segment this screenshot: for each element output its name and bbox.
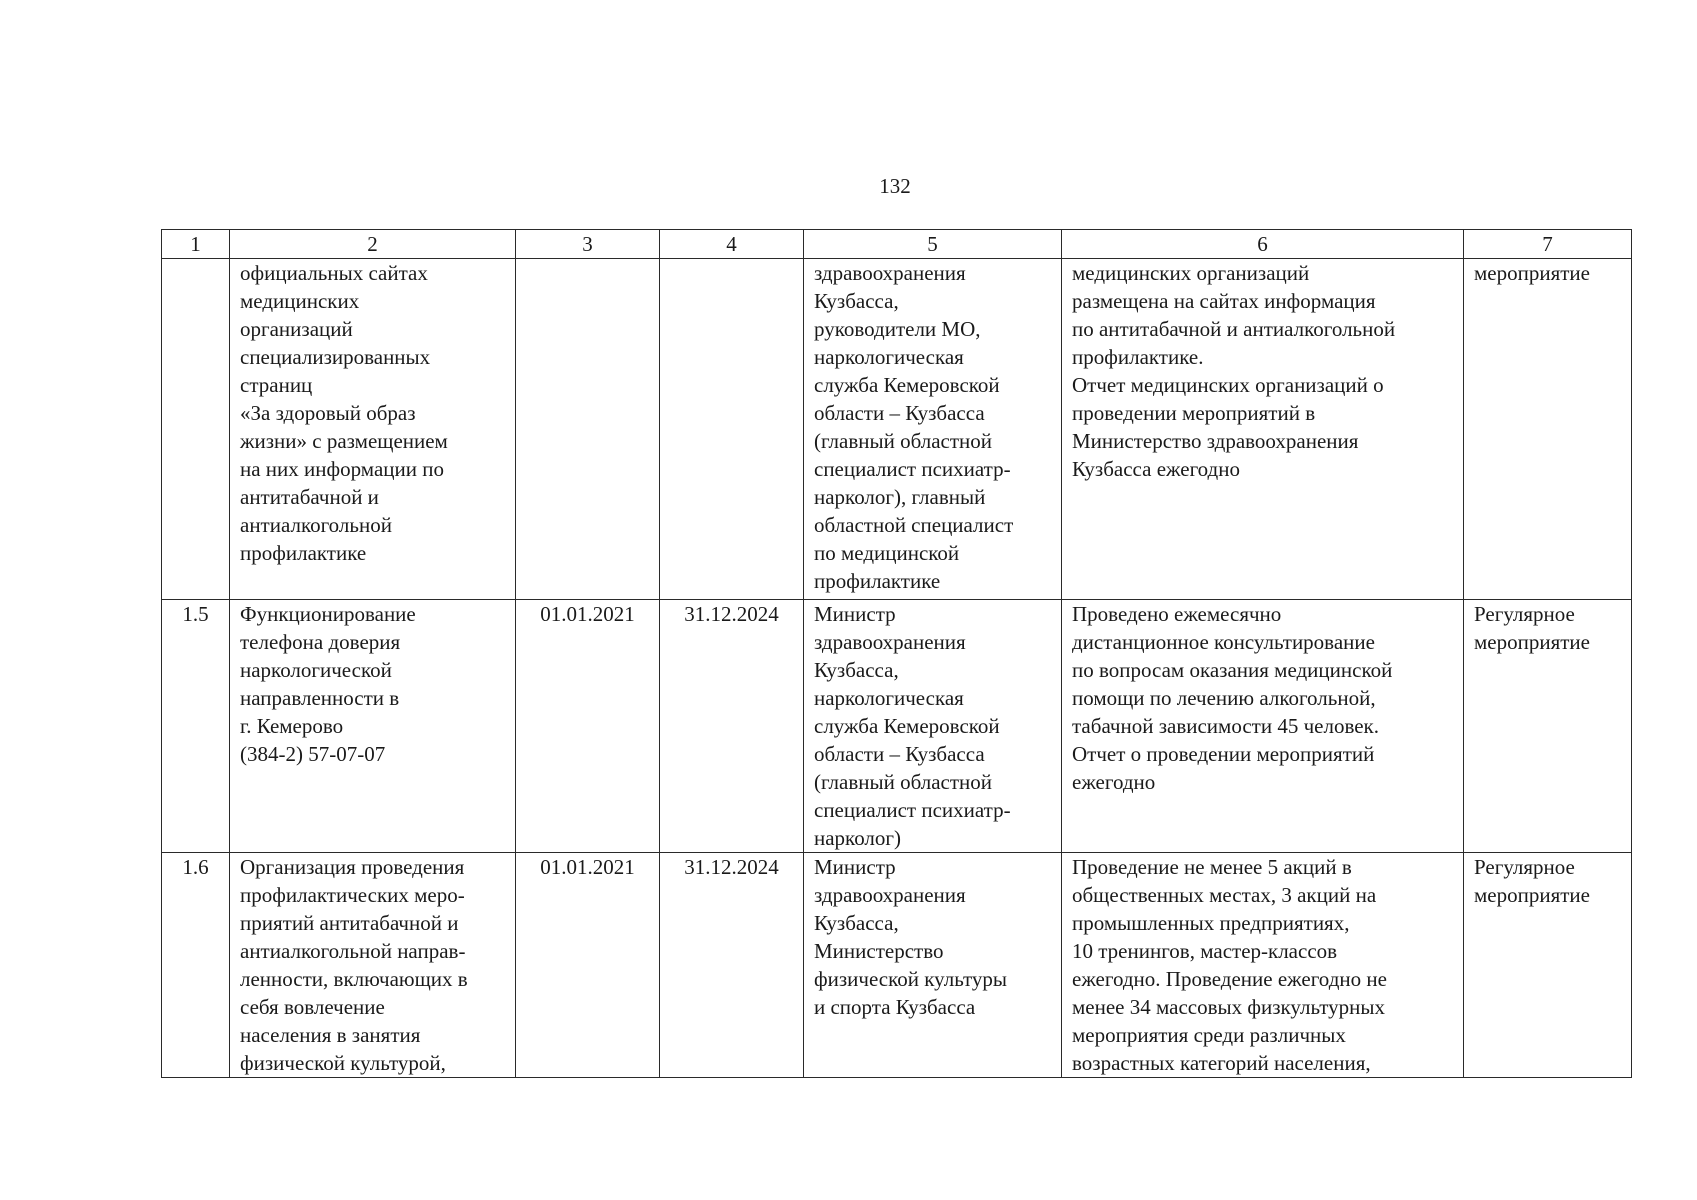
- column-header: 7: [1464, 230, 1632, 259]
- column-header: 3: [516, 230, 660, 259]
- responsible: Министр здравоохранения Кузбасса, наркологическая служба Кемеровской области – Кузбасса (главный областной специалист психиатр- нарколог): [804, 600, 1062, 853]
- responsible: Министр здравоохранения Кузбасса, Министерство физической культуры и спорта Кузбасса: [804, 853, 1062, 1078]
- expected-result: Проведено ежемесячно дистанционное консультирование по вопросам оказания медицинской помощи по лечению алкогольной, табачной зависимости 45 человек. Отчет о проведении мероприятий ежегодно: [1062, 600, 1464, 853]
- event-type: Регулярное мероприятие: [1464, 600, 1632, 853]
- table-row: [162, 259, 1632, 600]
- end-date: [660, 259, 804, 600]
- event-type: мероприятие: [1464, 259, 1632, 600]
- plan-table: [161, 229, 1632, 1078]
- expected-result: медицинских организаций размещена на сайтах информация по антитабачной и антиалкогольной профилактике. Отчет медицинских организаций о проведении мероприятий в Министерство здравоохранения Кузбасса ежегодно: [1062, 259, 1464, 600]
- expected-result: Проведение не менее 5 акций в общественных местах, 3 акций на промышленных предприятиях, 10 тренингов, мастер-классов ежегодно. Проведение ежегодно не менее 34 массовых физкультурных мероприятия среди различных возрастных категорий населения,: [1062, 853, 1464, 1078]
- item-number: 1.5: [162, 600, 230, 853]
- event-name: Организация проведения профилактических меро- приятий антитабачной и антиалкогольной направ- ленности, включающих в себя вовлечение населения в занятия физической культурой,: [230, 853, 516, 1078]
- table-row: [162, 853, 1632, 1078]
- column-header: 6: [1062, 230, 1464, 259]
- column-header: 2: [230, 230, 516, 259]
- event-type: Регулярное мероприятие: [1464, 853, 1632, 1078]
- start-date: 01.01.2021: [516, 600, 660, 853]
- column-header: 1: [162, 230, 230, 259]
- column-header: 4: [660, 230, 804, 259]
- item-number: 1.6: [162, 853, 230, 1078]
- start-date: 01.01.2021: [516, 853, 660, 1078]
- responsible: здравоохранения Кузбасса, руководители МО, наркологическая служба Кемеровской области – Кузбасса (главный областной специалист психиатр- нарколог), главный областной специалист по медицинской профилактике: [804, 259, 1062, 600]
- end-date: 31.12.2024: [660, 600, 804, 853]
- event-name: официальных сайтах медицинских организаций специализированных страниц «За здоровый образ жизни» с размещением на них информации по антитабачной и антиалкогольной профилактике: [230, 259, 516, 600]
- column-number-row: [162, 230, 1632, 259]
- item-number: [162, 259, 230, 600]
- column-header: 5: [804, 230, 1062, 259]
- table-row: [162, 600, 1632, 853]
- page-number: 132: [879, 174, 911, 198]
- event-name: Функционирование телефона доверия наркологической направленности в г. Кемерово (384-2) 57-07-07: [230, 600, 516, 853]
- end-date: 31.12.2024: [660, 853, 804, 1078]
- start-date: [516, 259, 660, 600]
